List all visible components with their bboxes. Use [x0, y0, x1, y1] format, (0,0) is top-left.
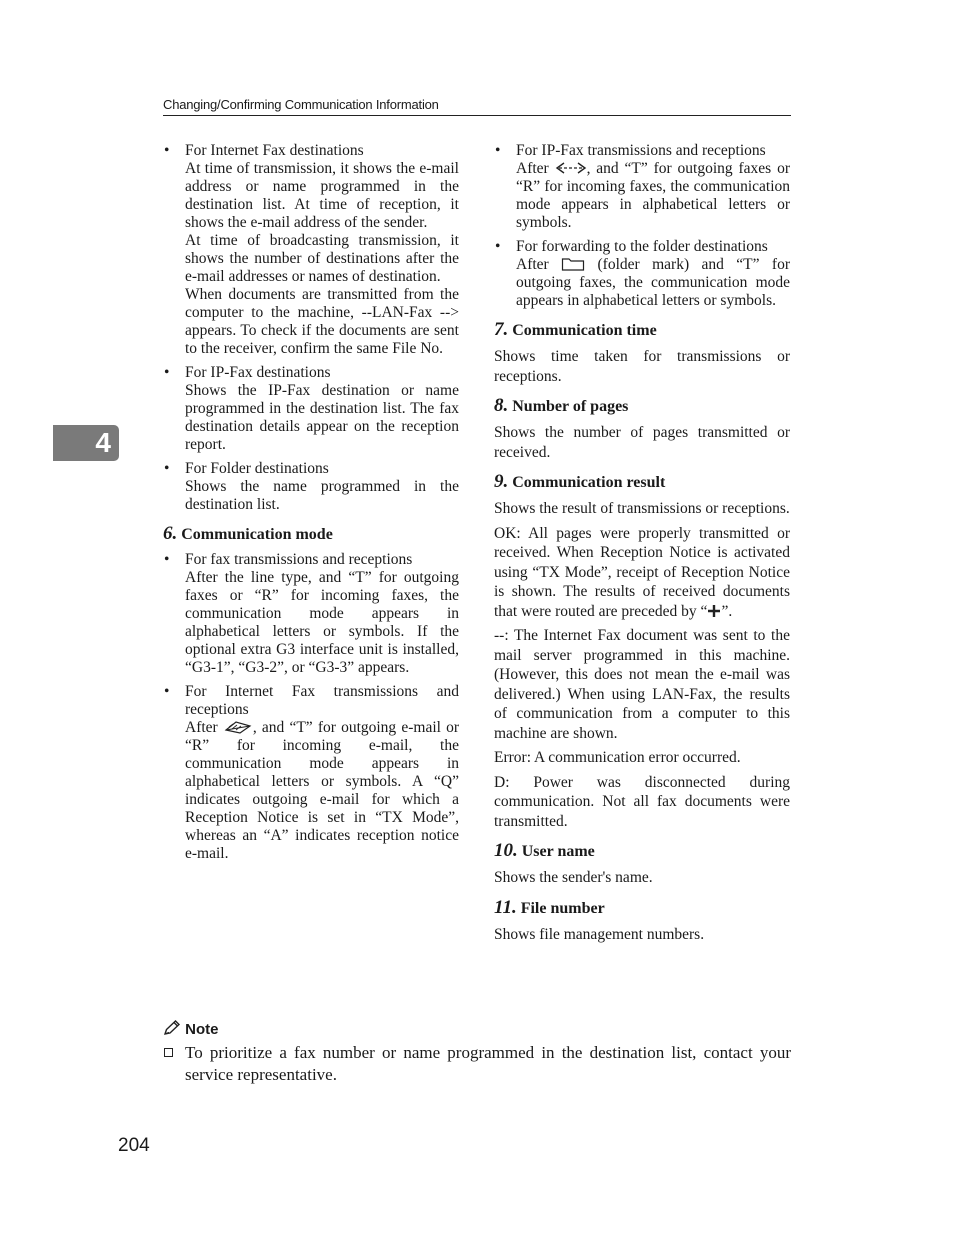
bullet-folder-destinations — [163, 460, 459, 514]
section-number: 7. — [494, 319, 509, 340]
text-fragment: After — [516, 160, 549, 177]
bullet-title: For IP-Fax destinations — [185, 364, 331, 381]
bullet-paragraph: At time of broadcasting transmission, it shows the number of destinations after the e-mail addresses or names of destination. — [185, 232, 459, 285]
bullet-dot: • — [164, 551, 170, 568]
section-heading-communication-result — [494, 472, 790, 493]
folder-icon — [561, 256, 585, 271]
checkbox-bullet-icon — [164, 1048, 173, 1057]
bullet-dot: • — [495, 142, 501, 159]
section-heading-communication-mode — [163, 524, 459, 545]
section-text: Shows the sender's name. — [494, 869, 653, 886]
section-number: 11. — [494, 896, 517, 918]
page-number: 204 — [118, 1135, 150, 1156]
bullet-dot: • — [164, 683, 170, 700]
text-fragment: , and “T” for outgoing faxes or “R” for incoming faxes, the communication mode appears in alphabetical letters or symbols. — [516, 160, 790, 231]
text-fragment: After — [516, 256, 549, 273]
bullet-paragraph — [185, 719, 459, 863]
bullet-paragraph — [516, 160, 790, 232]
running-header: Changing/Confirming Communication Information — [163, 96, 791, 116]
bullet-ip-fax-destinations — [163, 364, 459, 454]
result-d-text: D: Power was disconnected during communication. Not all fax documents were transmitted. — [494, 773, 790, 830]
bullet-dot: • — [164, 460, 170, 477]
plus-icon — [707, 604, 721, 618]
text-fragment: ”. — [721, 602, 733, 620]
section-title: File number — [520, 899, 605, 917]
section-heading-number-of-pages — [494, 396, 790, 417]
note-heading-label: Note — [185, 1021, 219, 1038]
right-column — [494, 142, 790, 949]
note-item-text: To prioritize a fax number or name programmed in the destination list, contact your service representative. — [185, 1043, 791, 1084]
section-number: 6. — [163, 523, 178, 544]
text-fragment: After — [185, 719, 218, 736]
bullet-title: For Internet Fax transmissions and receptions — [185, 683, 459, 718]
section-title: Communication time — [512, 322, 657, 339]
section-heading-communication-time — [494, 320, 790, 341]
section-title: User name — [521, 843, 595, 860]
section-number: 9. — [494, 471, 509, 492]
section-title: Number of pages — [512, 398, 629, 415]
pencil-icon — [163, 1020, 181, 1036]
bullet-title: For Folder destinations — [185, 460, 329, 477]
note-heading — [163, 1019, 791, 1041]
section-heading-file-number — [494, 898, 790, 919]
section-text: Shows file management numbers. — [494, 925, 705, 943]
envelope-arrow-icon — [223, 720, 253, 734]
section-number: 8. — [494, 395, 509, 416]
chapter-tab: 4 — [53, 425, 119, 461]
bullet-dot: • — [164, 142, 170, 159]
bullet-title: For IP-Fax transmissions and receptions — [516, 142, 766, 159]
bullet-paragraph: Shows the IP-Fax destination or name programmed in the destination list. The fax destination details appear on the reception report. — [185, 382, 459, 453]
bullet-paragraph: When documents are transmitted from the computer to the machine, --LAN-Fax --> appears. To check if the documents are sent to the receiver, confirm the same File No. — [185, 286, 459, 357]
left-column — [163, 142, 459, 869]
result-error-text: Error: A communication error occurred. — [494, 749, 741, 766]
bullet-dot: • — [164, 364, 170, 381]
bullet-title: For fax transmissions and receptions — [185, 551, 413, 568]
bullet-paragraph — [516, 256, 790, 310]
bullet-ip-fax-transmissions — [494, 142, 790, 232]
double-arrow-icon — [555, 161, 587, 175]
section-number: 10. — [494, 840, 518, 861]
section-title: Communication mode — [181, 526, 333, 543]
bullet-title: For forwarding to the folder destinations — [516, 238, 768, 255]
bullet-dot: • — [495, 238, 501, 255]
section-heading-user-name — [494, 841, 790, 862]
result-dash-text: --: The Internet Fax document was sent to the mail server programmed in this machine. (However, this does not mean the e-mail was delivered.) When using LAN-Fax, the results of communication from a computer to this machine are shown. — [494, 627, 790, 742]
bullet-internet-fax-transmissions — [163, 683, 459, 863]
bullet-paragraph: Shows the name programmed in the destination list. — [185, 478, 459, 513]
text-fragment: (folder mark) and “T” for outgoing faxes, the communication mode appears in alphabetical letters or symbols. — [516, 256, 790, 309]
section-text: Shows the number of pages transmitted or received. — [494, 424, 790, 461]
bullet-title: For Internet Fax destinations — [185, 142, 364, 159]
section-title: Communication result — [512, 474, 666, 491]
note-item — [163, 1042, 791, 1085]
bullet-folder-forwarding — [494, 238, 790, 310]
bullet-fax-transmissions — [163, 551, 459, 677]
text-fragment: , and “T” for outgoing e-mail or “R” for incoming e-mail, the communication mode appears in alphabetical letters or symbols. A “Q” indicates outgoing e-mail for which a Reception Notice is set in “TX Mode”, whereas an “A” indicates reception notice e-mail. — [185, 719, 460, 862]
section-text: Shows the result of transmissions or receptions. — [494, 500, 790, 517]
note-block — [163, 1019, 791, 1085]
section-text: Shows time taken for transmissions or receptions. — [494, 348, 790, 385]
bullet-paragraph: At time of transmission, it shows the e-mail address or name programmed in the destination list. At time of reception, it shows the e-mail address of the sender. — [185, 160, 459, 231]
bullet-internet-fax-destinations — [163, 142, 459, 358]
result-ok-text — [494, 524, 790, 622]
bullet-paragraph: After the line type, and “T” for outgoing faxes or “R” for incoming faxes, the communication mode appears in alphabetical letters or symbols. If the optional extra G3 interface unit is installed, “G3-1”, “G3-2”, or “G3-3” appears. — [185, 569, 459, 676]
text-fragment: OK: All pages were properly transmitted or received. When Reception Notice is activated using “TX Mode”, receipt of Reception Notice is shown. The results of received documents that were routed are preceded by “ — [494, 524, 790, 620]
